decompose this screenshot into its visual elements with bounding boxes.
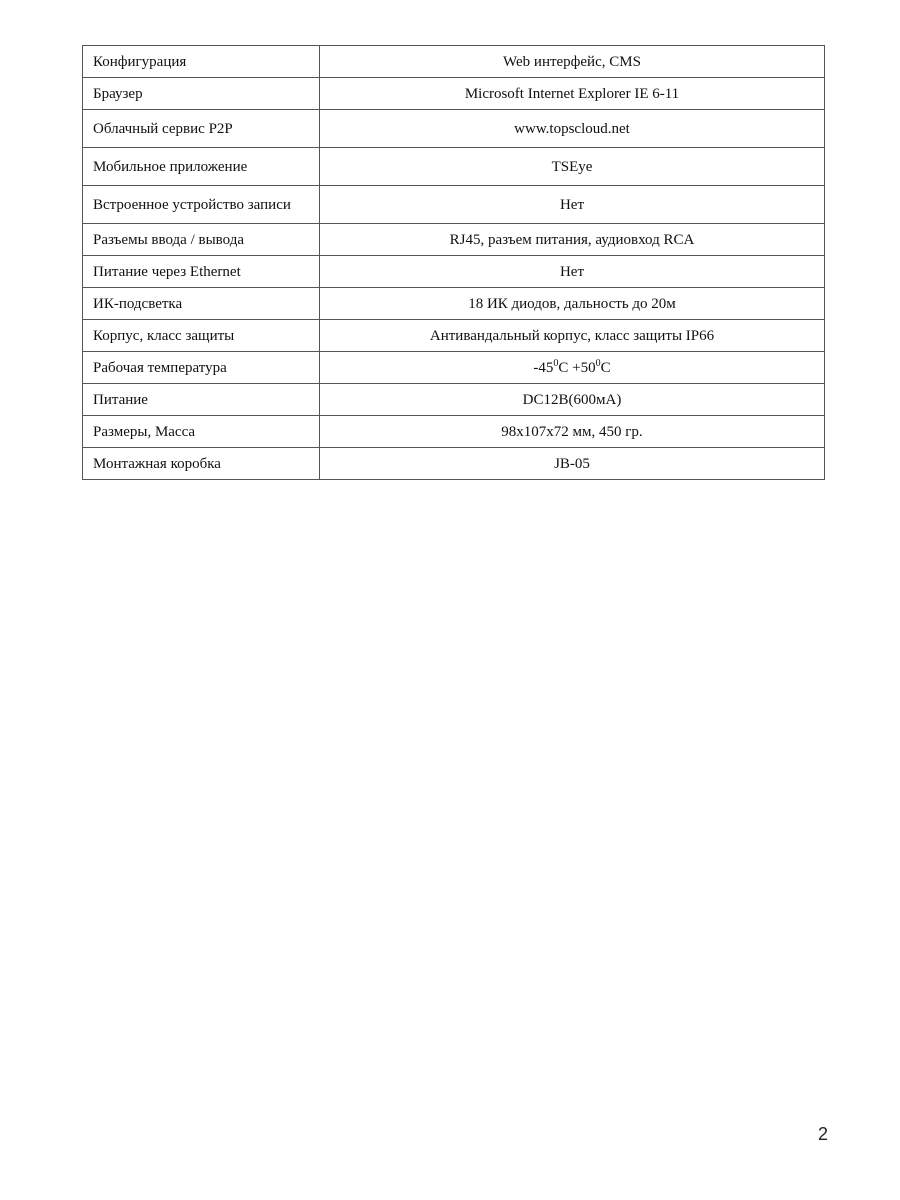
table-row <box>83 224 825 256</box>
table-row <box>83 320 825 352</box>
temperature-unit: C <box>558 359 569 376</box>
spec-label: Питание <box>83 384 320 416</box>
spec-label: Разъемы ввода / вывода <box>83 224 320 256</box>
spec-label: Корпус, класс защиты <box>83 320 320 352</box>
spec-value: Нет <box>320 256 825 288</box>
spec-value: Антивандальный корпус, класс защиты IP66 <box>320 320 825 352</box>
temperature-min: -45 <box>533 359 554 376</box>
spec-label: Монтажная коробка <box>83 448 320 480</box>
temperature-unit: C <box>600 359 611 376</box>
table-row <box>83 352 825 384</box>
table-row <box>83 78 825 110</box>
temperature-value <box>320 352 825 384</box>
spec-label: Мобильное приложение <box>83 148 320 186</box>
table-row <box>83 416 825 448</box>
table-row <box>83 148 825 186</box>
spec-value: TSEye <box>320 148 825 186</box>
spec-value: Web интерфейс, CMS <box>320 46 825 78</box>
specifications-table <box>82 45 825 480</box>
table-row <box>83 186 825 224</box>
page-number: 2 <box>817 1124 828 1144</box>
spec-value: 18 ИК диодов, дальность до 20м <box>320 288 825 320</box>
spec-label: Встроенное устройство записи <box>83 186 320 224</box>
spec-value: 98x107x72 мм, 450 гр. <box>320 416 825 448</box>
table-row <box>83 256 825 288</box>
table-row <box>83 384 825 416</box>
spec-label: Питание через Ethernet <box>83 256 320 288</box>
spec-label: Браузер <box>83 78 320 110</box>
table-row <box>83 46 825 78</box>
degree-superscript: 0 <box>595 357 601 369</box>
table-row <box>83 110 825 148</box>
spec-label: ИК-подсветка <box>83 288 320 320</box>
temperature-max: +50 <box>572 359 596 376</box>
spec-label: Рабочая температура <box>83 352 320 384</box>
spec-label: Облачный сервис P2P <box>83 110 320 148</box>
spec-value: RJ45, разъем питания, аудиовход RCA <box>320 224 825 256</box>
table-row <box>83 448 825 480</box>
table-row <box>83 288 825 320</box>
spec-value: JB-05 <box>320 448 825 480</box>
spec-value: Microsoft Internet Explorer IE 6-11 <box>320 78 825 110</box>
spec-value: www.topscloud.net <box>320 110 825 148</box>
spec-label: Размеры, Масса <box>83 416 320 448</box>
spec-value: Нет <box>320 186 825 224</box>
spec-label: Конфигурация <box>83 46 320 78</box>
degree-superscript: 0 <box>553 357 559 369</box>
spec-value: DC12В(600мА) <box>320 384 825 416</box>
